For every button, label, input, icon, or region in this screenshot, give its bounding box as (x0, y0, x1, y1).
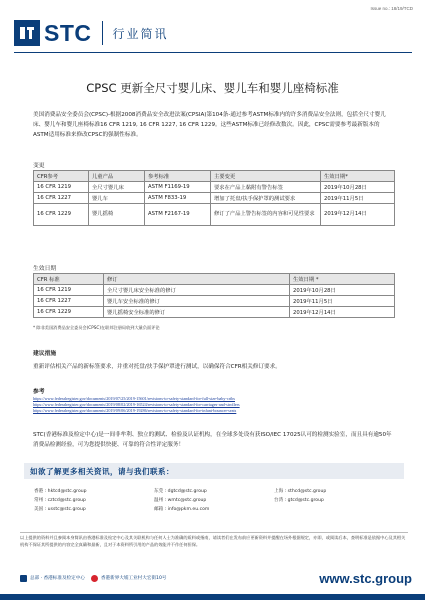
table-cell: 16 CFR 1219 (34, 285, 104, 296)
table-cell: 16 CFR 1227 (34, 193, 89, 204)
table-cell: 增加了托盘/扶手保护罩的测试要求 (211, 193, 321, 204)
logo-text: STC (44, 19, 92, 46)
table-header-row (34, 171, 395, 182)
reference-link[interactable]: https://www.federalregister.gov/documents/2019/08/02/2019-16524/revisions-to-safety-standard-for-carriages-and-strollers (33, 402, 240, 407)
table-cell: 2019年11月5日 (290, 296, 395, 307)
table-header: 儿童产品 (89, 171, 145, 182)
table-cell: ASTM F2167-19 (145, 204, 211, 226)
table-row (34, 296, 395, 307)
table-header: 生效日期* (321, 171, 395, 182)
page-header (14, 14, 414, 52)
table-header-row (34, 274, 395, 285)
table-row (34, 182, 395, 193)
table-row (34, 193, 395, 204)
table-cell: 全尺寸婴儿床 (89, 182, 145, 193)
table-cell: 婴儿摇椅 (89, 204, 145, 226)
contact-banner (24, 463, 404, 479)
contact-email[interactable]: 美国 : usstc@stc.group (34, 506, 86, 512)
reference-link[interactable]: https://www.federalregister.gov/documents/2019/09/06/2019-19286/revisions-to-safety-standard-for-infant-bouncer-seats (33, 408, 237, 413)
table-header: 生效日期 * (290, 274, 395, 285)
changes-table (33, 170, 395, 226)
table-header: 修订 (104, 274, 290, 285)
header-title: 行业简讯 (112, 26, 169, 41)
footer-info (14, 575, 167, 582)
contact-email[interactable]: 上海 : sthcd@stc.group (274, 488, 327, 494)
footer-headquarters: 总部 · 香港标准及检定中心 (30, 576, 85, 581)
table-header: 参考标准 (145, 171, 211, 182)
table-cell: ASTM F833-19 (145, 193, 211, 204)
recommendation-heading: 建议措施 (33, 351, 57, 357)
location-pin-icon (91, 575, 98, 582)
table-cell: 16 CFR 1229 (34, 204, 89, 226)
header-rule (14, 52, 412, 53)
page-title: CPSC 更新全尺寸婴儿床、婴儿车和婴儿座椅标准 (86, 81, 339, 95)
effective-table (33, 273, 395, 318)
contact-email[interactable]: 东莞 : dgtcd@stc.group (154, 488, 207, 494)
footnote: * 除非美国消费品安全委员会(CPSC)在联邦注册局收到大量负面评论 (33, 325, 160, 330)
effective-label: 生效日期 (33, 266, 57, 272)
table-cell: 16 CFR 1219 (34, 182, 89, 193)
about-paragraph: STC(香港标准及检定中心)是一间非牟利、独立的测试、检验及认证机构，在全球多处设有获ISO/IEC 17025认可的检测实验室，而且具有逾50年消费品检测经验，可为您提供快捷、可靠的符合性评定服务！ (33, 432, 392, 448)
contact-list (34, 486, 404, 513)
references-heading: 参考 (33, 389, 45, 395)
table-cell: 要求在产品上黏附有警告标签 (211, 182, 321, 193)
table-header: CFR 标准 (34, 274, 104, 285)
bottom-bar (0, 594, 425, 600)
contact-email[interactable]: 常州 : cztcd@stc.group (34, 497, 86, 503)
intro-paragraph: 美国消费品安全委员会(CPSC)-根据2008消费品安全改进法案(CPSIA)第104条-通过参考ASTM标准内的许多消费品安全法则，包括全尺寸婴儿床、婴儿车和婴儿座椅标准16 CFR 1219, 16 CFR 1227, 16 CFR 1229。这些ASTM标准已经修改数次。因此，CPSC需要参考最新版本的ASTM适用标准来修改CPSC的强制性标准。 (33, 112, 386, 138)
table-header: 主要变更 (211, 171, 321, 182)
contact-email[interactable]: 温州 : wmtc@stc.group (154, 497, 207, 503)
reference-links (33, 396, 240, 414)
table-cell: 2019年10月28日 (290, 285, 395, 296)
table-cell: 2019年12月14日 (290, 307, 395, 318)
header-divider (102, 21, 103, 45)
disclaimer: 以上提供的资料并且参阅本身简讯由香港标准及检定中心及其关联机构与任何人士为准确的质料或指南，请读者们在发布前应更新资料并提醒在场外根据规定，亦即，或阅读后本，查明标准是依据中心及其相关机构不保证其所提供的内容完全真确和最新，且对于本资料所引用的产品的效能并不作任何担保。 (20, 532, 408, 548)
reference-link[interactable]: https://www.federalregister.gov/documents/2019/07/25/2019-15601/revisions-to-safety-standard-for-full-size-baby-cribs (33, 396, 235, 401)
table-cell: 全尺寸婴儿床安全标准的修订 (104, 285, 290, 296)
table-cell: 16 CFR 1229 (34, 307, 104, 318)
contact-email[interactable]: 台湾 : gtcd@stc.group (274, 497, 324, 503)
contact-email[interactable]: 邮箱 : info@pkm.eu.com (154, 506, 210, 512)
building-icon (20, 575, 27, 582)
contact-row (34, 495, 404, 504)
table-cell: 2019年10月28日 (321, 182, 395, 193)
table-cell: 16 CFR 1227 (34, 296, 104, 307)
table-cell: 2019年11月5日 (321, 193, 395, 204)
table-cell: 2019年12月14日 (321, 204, 395, 226)
footer-website-link[interactable]: www.stc.group (319, 570, 412, 586)
recommendation-text: 重新评估相关产品的新标签要求，并重对托盘/扶手保护罩进行测试，以确保符合CFR相关修订要求。 (33, 364, 281, 370)
table-row (34, 285, 395, 296)
table-cell: 婴儿车安全标准的修订 (104, 296, 290, 307)
table-row (34, 307, 395, 318)
table-header: CFR参考 (34, 171, 89, 182)
issue-number: Issue no.: 18/19/TCD (370, 6, 413, 11)
table-cell: 修订了产品上警告标签的内容和可见性要求 (211, 204, 321, 226)
contact-row (34, 486, 404, 495)
table-cell: 婴儿车 (89, 193, 145, 204)
contact-row (34, 504, 404, 513)
contact-email[interactable]: 香港 : hktcd@stc.group (34, 488, 87, 494)
table-row (34, 204, 395, 226)
table-cell: 婴儿摇椅安全标准的修订 (104, 307, 290, 318)
contact-banner-text: 如欲了解更多相关资讯，请与我们联系： (30, 466, 174, 476)
page-footer (14, 565, 412, 591)
stc-logo-icon (14, 20, 40, 46)
table-cell: ASTM F1169-19 (145, 182, 211, 193)
changes-label: 变更 (33, 163, 45, 169)
footer-address: 香港新界大埔工业村大宏街10号 (100, 576, 167, 581)
